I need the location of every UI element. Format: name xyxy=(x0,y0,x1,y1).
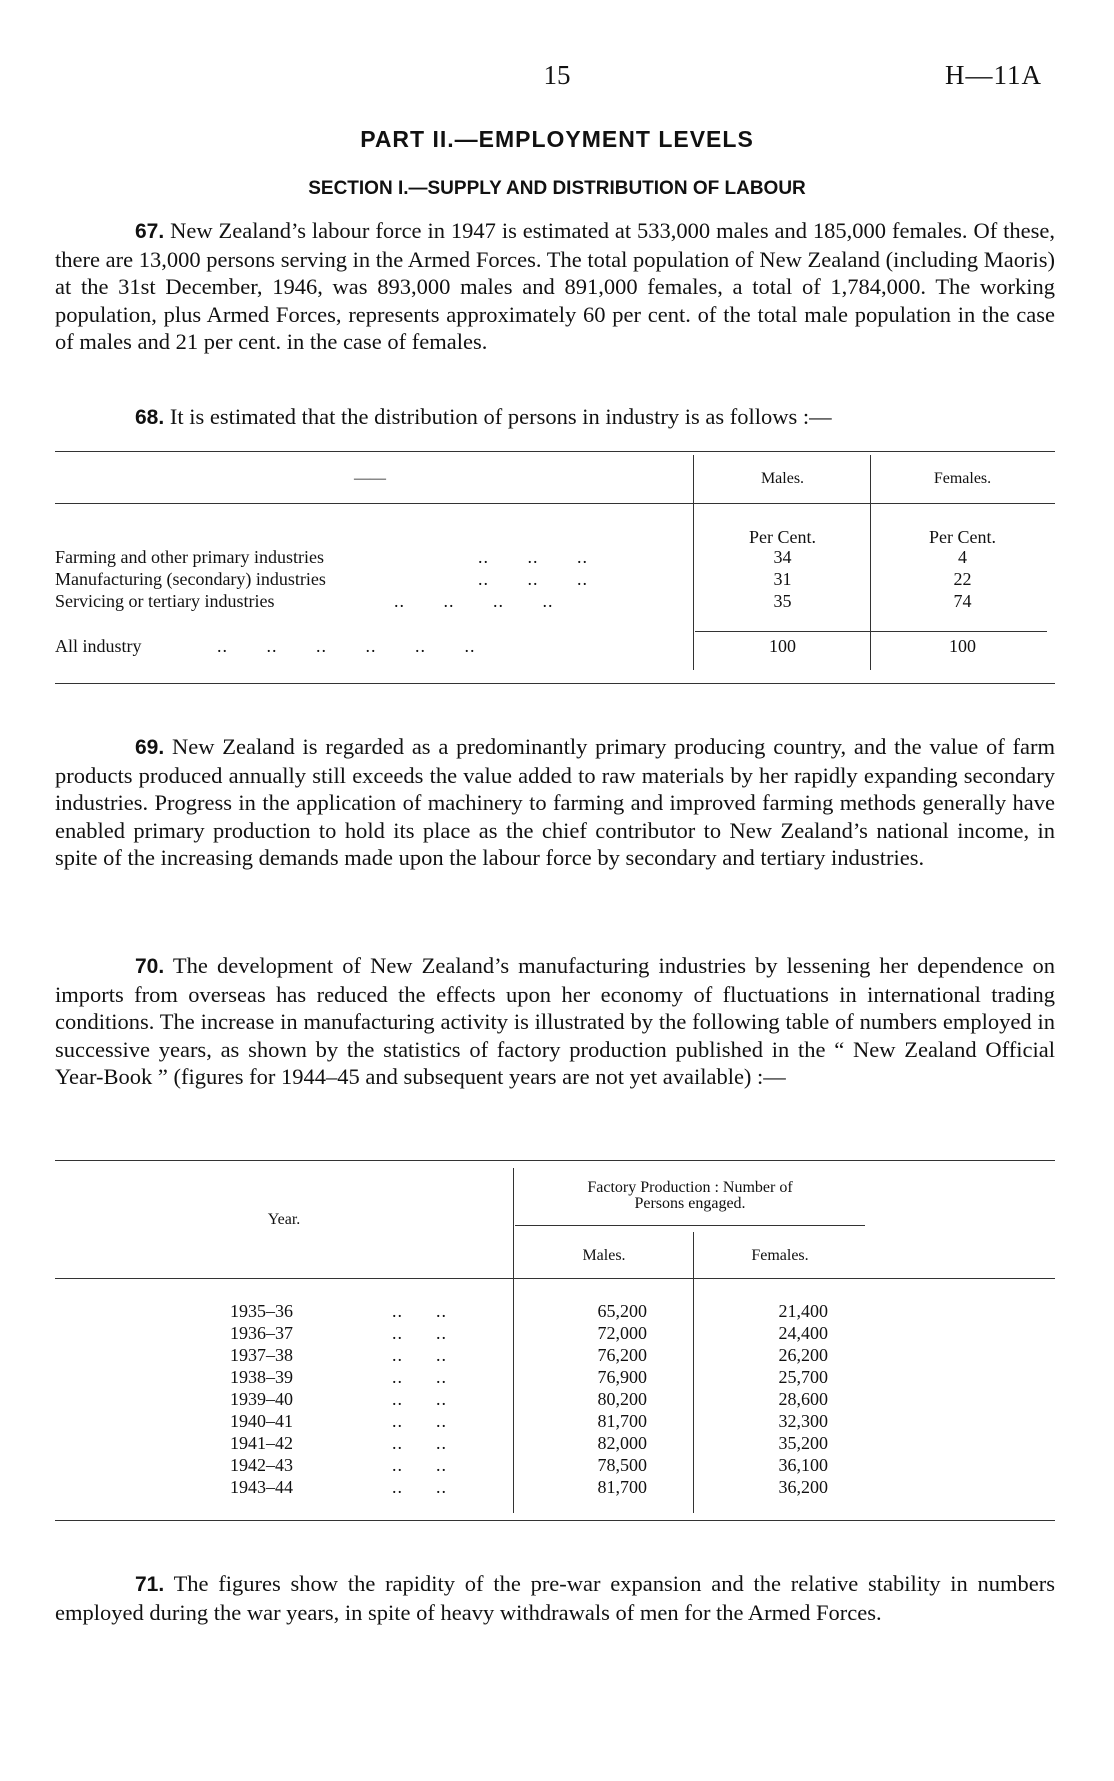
leader-dots: .. .. .. xyxy=(478,547,588,567)
row-label: Manufacturing (secondary) industries xyxy=(55,569,326,589)
paragraph-number: 70. xyxy=(135,955,165,978)
cell-females: 22 xyxy=(953,569,972,589)
cell-males: 72,000 xyxy=(597,1323,647,1343)
paragraph-number: 71. xyxy=(135,1573,165,1596)
paragraph-67 xyxy=(55,217,1055,356)
cell-females: 74 xyxy=(953,591,972,611)
cell-females: 26,200 xyxy=(778,1345,828,1365)
cell-males: 78,500 xyxy=(597,1455,647,1475)
column-header-males: Males. xyxy=(760,470,805,487)
column-divider xyxy=(693,455,694,670)
leader-dots: .. .. xyxy=(392,1345,447,1365)
cell-males: 82,000 xyxy=(597,1433,647,1453)
cell-males: 76,900 xyxy=(597,1367,647,1387)
section-title: SECTION I.—SUPPLY AND DISTRIBUTION OF LABOUR xyxy=(308,178,806,199)
cell-males: 81,700 xyxy=(597,1411,647,1431)
cell-females: 35,200 xyxy=(778,1433,828,1453)
cell-females: 28,600 xyxy=(778,1389,828,1409)
leader-dots: .. .. .. .. .. .. xyxy=(217,636,476,656)
year-cell: 1942–43 xyxy=(230,1455,293,1475)
cell-females: 4 xyxy=(958,547,967,567)
table-header-blank: —— xyxy=(354,470,386,487)
table-rule xyxy=(515,1225,865,1226)
document-reference: H—11A xyxy=(945,60,1042,90)
column-header-females: Females. xyxy=(933,470,992,487)
year-cell: 1941–42 xyxy=(230,1433,293,1453)
paragraph-number: 69. xyxy=(135,736,165,759)
year-cell: 1938–39 xyxy=(230,1367,293,1387)
table-rule xyxy=(55,1520,1055,1521)
leader-dots: .. .. xyxy=(392,1455,447,1475)
paragraph-text: It is estimated that the distribution of persons in industry is as follows :— xyxy=(169,404,832,429)
cell-females: 100 xyxy=(949,636,976,656)
leader-dots: .. .. xyxy=(392,1389,447,1409)
cell-males: 76,200 xyxy=(597,1345,647,1365)
column-header-year: Year. xyxy=(267,1211,301,1228)
table-rule xyxy=(55,503,1055,504)
part-title: PART II.—EMPLOYMENT LEVELS xyxy=(360,126,754,152)
row-label: Servicing or tertiary industries xyxy=(55,591,275,611)
unit-label-females: Per Cent. xyxy=(929,527,996,547)
row-label: All industry xyxy=(55,636,142,656)
paragraph-number: 67. xyxy=(135,220,165,243)
row-label: Farming and other primary industries xyxy=(55,547,324,567)
leader-dots: .. .. xyxy=(392,1477,447,1497)
cell-males: 80,200 xyxy=(597,1389,647,1409)
paragraph-text: The figures show the rapidity of the pre-war expansion and the relative stability in numbers employed during the war years, in spite of heavy withdrawals of men for the Armed Forces. xyxy=(55,1571,1056,1625)
cell-males: 31 xyxy=(773,569,792,589)
year-cell: 1939–40 xyxy=(230,1389,293,1409)
cell-males: 35 xyxy=(773,591,792,611)
page-number: 15 xyxy=(543,60,571,90)
paragraph-68 xyxy=(55,403,1055,432)
unit-label-males: Per Cent. xyxy=(749,527,816,547)
year-cell: 1937–38 xyxy=(230,1345,293,1365)
cell-females: 21,400 xyxy=(778,1301,828,1321)
cell-males: 100 xyxy=(769,636,796,656)
year-cell: 1935–36 xyxy=(230,1301,293,1321)
paragraph-69 xyxy=(55,733,1055,872)
paragraph-number: 68. xyxy=(135,406,165,429)
table-rule xyxy=(55,1278,1055,1279)
column-header-females: Females. xyxy=(751,1247,809,1264)
cell-females: 36,100 xyxy=(778,1455,828,1475)
column-divider xyxy=(513,1168,514,1513)
paragraph-71 xyxy=(55,1570,1055,1626)
leader-dots: .. .. .. .. xyxy=(394,591,554,611)
year-cell: 1940–41 xyxy=(230,1411,293,1431)
table-rule xyxy=(55,683,1055,684)
table-rule xyxy=(695,631,1047,632)
year-cell: 1943–44 xyxy=(230,1477,293,1497)
leader-dots: .. .. xyxy=(392,1323,447,1343)
cell-females: 36,200 xyxy=(778,1477,828,1497)
group-header-line-1: Factory Production : Number of xyxy=(587,1179,793,1196)
leader-dots: .. .. .. xyxy=(478,569,588,589)
leader-dots: .. .. xyxy=(392,1301,447,1321)
year-cell: 1936–37 xyxy=(230,1323,293,1343)
leader-dots: .. .. xyxy=(392,1433,447,1453)
paragraph-text: The development of New Zealand’s manufacturing industries by lessening her dependence on imports from overseas has reduced the effects upon her economy of fluctuations in international trading conditions. The increase in manufacturing activity is illustrated by the following table of numbers employed in successive years, as shown by the statistics of factory production published in the “ New Zealand Official Year-Book ” (figures for 1944–45 and subsequent years are not yet available) :— xyxy=(55,953,1056,1089)
table-rule xyxy=(55,451,1055,452)
column-divider xyxy=(693,1232,694,1513)
paragraph-text: New Zealand’s labour force in 1947 is estimated at 533,000 males and 185,000 females. Of these, there are 13,000 persons serving in the Armed Forces. The total population of New Zealand (including Maoris) at the 31st December, 1946, was 893,000 males and 891,000 females, a total of 1,784,000. The working population, plus Armed Forces, represents approximately 60 per cent. of the total male population in the case of males and 21 per cent. in the case of females. xyxy=(55,218,1056,354)
cell-males: 34 xyxy=(773,547,792,567)
paragraph-text: New Zealand is regarded as a predominantly primary producing country, and the value of farm products produced annually still exceeds the value added to raw materials by her rapidly expanding secondary industries. Progress in the application of machinery to farming and improved farming methods generally have enabled primary production to hold its place as the chief contributor to New Zealand’s national income, in spite of the increasing demands made upon the labour force by secondary and tertiary industries. xyxy=(55,734,1055,870)
leader-dots: .. .. xyxy=(392,1411,447,1431)
table-rule xyxy=(55,1160,1055,1161)
cell-females: 25,700 xyxy=(778,1367,828,1387)
cell-females: 32,300 xyxy=(778,1411,828,1431)
group-header-line-2: Persons engaged. xyxy=(634,1195,746,1212)
cell-males: 65,200 xyxy=(597,1301,647,1321)
cell-females: 24,400 xyxy=(778,1323,828,1343)
paragraph-70 xyxy=(55,952,1055,1091)
leader-dots: .. .. xyxy=(392,1367,447,1387)
column-header-males: Males. xyxy=(582,1247,626,1264)
cell-males: 81,700 xyxy=(597,1477,647,1497)
